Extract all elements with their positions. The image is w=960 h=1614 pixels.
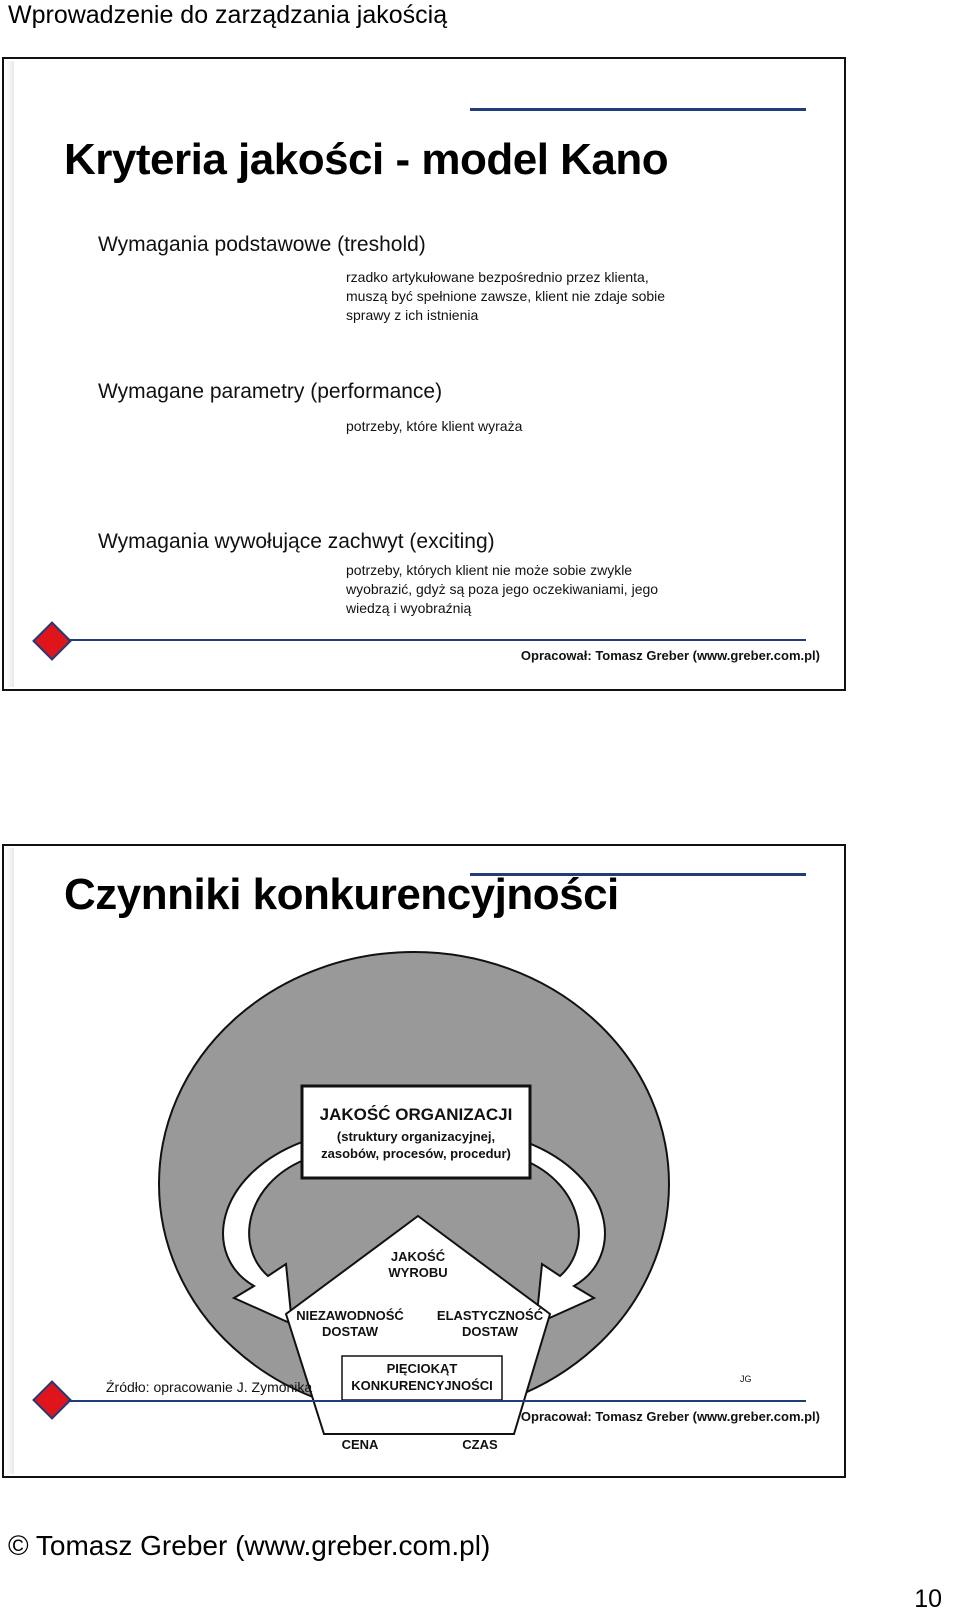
item-description-performance [346,417,522,436]
description-line: muszą być spełnione zawsze, klient nie zdaje sobie [346,288,666,304]
delivery-flexibility-line1: ELASTYCZNOŚĆ [436,1308,544,1323]
bottom-rule [68,1400,806,1402]
org-quality-line2: zasobów, procesów, procedur) [321,1146,511,1161]
description-line: rzadko artykułowane bezpośrednio przez klienta, [346,269,649,285]
item-heading-performance: Wymagane parametry (performance) [98,380,443,403]
page-number: 10 [914,1585,942,1613]
description-line: potrzeby, które klient wyraża [346,418,523,434]
item-description-threshold [346,268,665,325]
document-header: Wprowadzenie do zarządzania jakością [8,1,448,29]
time-label: CZAS [462,1437,498,1452]
diamond-logo-icon [32,621,72,661]
description-line: wiedzą i wyobraźnią [346,600,472,616]
slide-competitiveness-factors [2,844,846,1478]
diamond-logo-icon [32,1380,72,1420]
footer-copyright: © Tomasz Greber (www.greber.com.pl) [8,1530,491,1561]
description-line: wyobrazić, gdyż są poza jego oczekiwaniami, jego [346,581,659,597]
item-heading-exciting: Wymagania wywołujące zachwyt (exciting) [98,530,495,553]
author-credit: Opracował: Tomasz Greber (www.greber.com.pl) [520,648,820,663]
slide-title: Czynniki konkurencyjności [64,870,619,919]
initials-mark: JG [740,1374,752,1384]
item-heading-threshold: Wymagania podstawowe (treshold) [98,233,426,256]
item-description-exciting [346,561,658,618]
product-quality-line2: WYROBU [388,1265,448,1280]
delivery-reliability-line1: NIEZAWODNOŚĆ [296,1308,404,1323]
org-quality-line1: (struktury organizacyjnej, [336,1129,496,1144]
product-quality-line1: JAKOŚĆ [390,1249,446,1264]
top-rule [470,108,806,111]
source-note: Źródło: opracowanie J. Zymonika [106,1379,313,1395]
bottom-rule [68,639,806,641]
pentagon-label-line2: KONKURENCYJNOŚCI [351,1378,493,1393]
pentagon-label-line1: PIĘCIOKĄT [386,1361,458,1376]
author-credit: Opracował: Tomasz Greber (www.greber.com.pl) [520,1409,820,1424]
org-quality-title: JAKOŚĆ ORGANIZACJI [319,1105,513,1124]
delivery-flexibility-line2: DOSTAW [461,1324,519,1339]
delivery-reliability-line2: DOSTAW [321,1324,379,1339]
slide-title: Kryteria jakości - model Kano [64,135,669,184]
price-label: CENA [341,1437,379,1452]
description-line: sprawy z ich istnienia [346,307,479,323]
description-line: potrzeby, których klient nie może sobie zwykle [346,562,633,578]
slide-kano-model [2,57,846,691]
